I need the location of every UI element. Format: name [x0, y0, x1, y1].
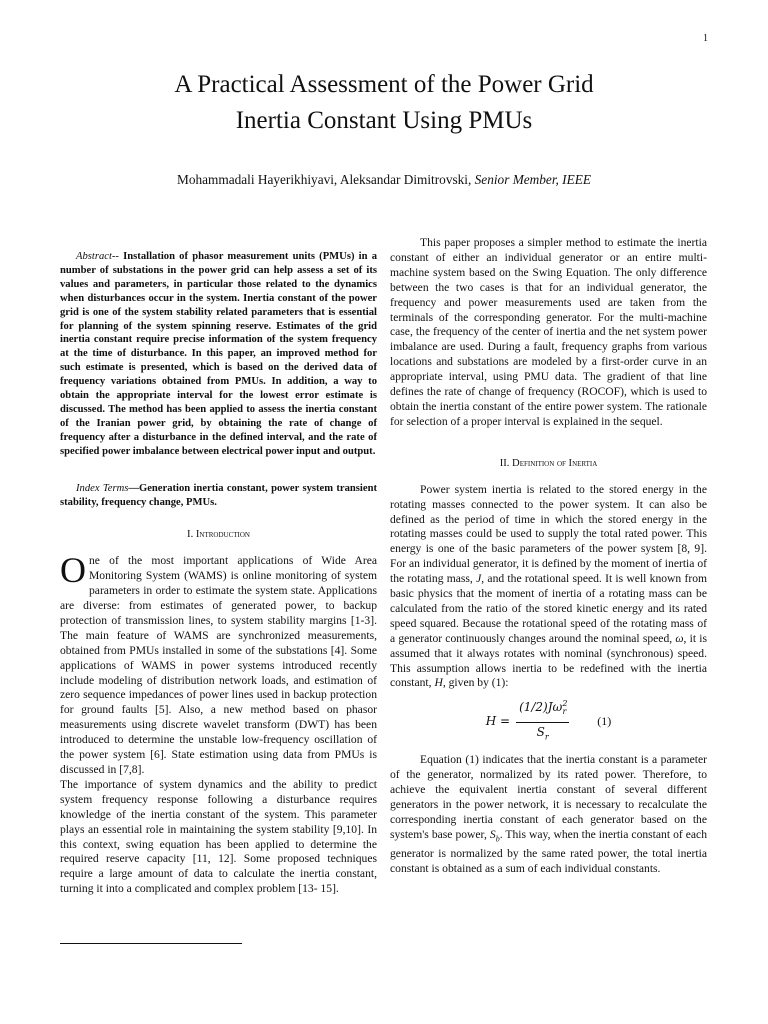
index-terms	[60, 482, 377, 510]
symbol-Sb-sub: b	[495, 834, 500, 844]
symbol-H: H	[434, 676, 443, 690]
equation-lhs: H =	[485, 713, 511, 728]
symbol-Sb-base: S	[489, 827, 496, 841]
index-terms-body: —Generation inertia constant, power system transient stability, frequency change, PMUs.	[60, 482, 377, 508]
equation-numerator	[516, 697, 569, 723]
equation-1	[390, 695, 707, 747]
intro-paragraph-1-text: ne of the most important applications of Wide Area Monitoring System (WAMS) is online monitoring of system parameters in order to estimate the system state. Applications are diverse: from estimates of generated power, to backup protection of transmission lines, to system stability margins [1-3]. The main feature of WAMS are synchronized measurements, obtained from PMUs installed in some of the substations [4]. Some applications of WAMS in power systems introduced recently include modeling of distribution network loads, and estimation of zero sequence impedances of power lines used in backup protection for ground faults [5]. Also, a new method based on phasor measurements using discrete wavelet transform (DWT) has been introduced to determine the unstable low-frequency oscillation of the power system [6]. State estimation using data from PMUs is discussed in [7,8].	[60, 554, 377, 776]
definition-paragraph-1	[390, 483, 707, 692]
symbol-J: J	[476, 572, 482, 586]
definition-text-b: , and the rotational speed. It is well known from basic physics that the moment of inertia of a rotating mass can be calculated from the ratio of the stored kinetic energy and its rated speed squared. Because the rotational speed of the rotating mass of a generator continuously changes around the nominal speed,	[390, 572, 708, 645]
definition2-text-b: . This way, when the inertia constant of each generator is normalized by the same rated power, the total inertia constant is obtained as a sum of each individual constants.	[390, 827, 707, 876]
definition-paragraph-2	[390, 753, 707, 877]
left-column	[60, 236, 377, 897]
title-line-1: A Practical Assessment of the Power Grid	[174, 71, 594, 98]
author-affiliation: Senior Member, IEEE	[474, 172, 591, 187]
definition2-text-a: Equation (1) indicates that the inertia constant is a parameter of the generator, normalized by its rated power. Therefore, to achieve the equivalent inertia constant of several different generators in the power network, it is necessary to recalculate the corresponding inertia constant of each generator based on the system's base power,	[390, 753, 707, 841]
definition-text-c: , it is assumed that it always rotates with nominal (synchronous) speed. This assumption allows inertia to be redefined with the inertia constant,	[390, 631, 708, 690]
paper-title	[60, 67, 708, 139]
footnote-rule	[60, 943, 242, 944]
page-number: 1	[703, 33, 708, 44]
title-line-2: Inertia Constant Using PMUs	[235, 107, 533, 134]
author-names: Mohammadali Hayerikhiyavi, Aleksandar Dimitrovski,	[177, 172, 472, 187]
method-paragraph: This paper proposes a simpler method to estimate the inertia constant of either an individual generator or an entire multi-machine system based on the Swing Equation. The only difference between the two cases is that for an individual generator, the frequency and power measurements used are taken from the terminals of the corresponding generator. For the multi-machine case, the frequency of the center of inertia and the net system power imbalance are used. During a fault, frequency graphs from various locations and substations are modeled by a first-order curve in an appropriate interval, using PMU data. The gradient of that line defines the rate of change of frequency (ROCOF), which is used to obtain the inertia constant of the entire power system. The rationale for selection of a proper interval is explained in the sequel.	[390, 236, 707, 428]
equation-denominator	[537, 723, 549, 745]
definition-text-d: , given by (1):	[442, 676, 509, 690]
intro-paragraph-2: The importance of system dynamics and the ability to predict system frequency response following a disturbance requires knowledge of the inertia constant of the system. This parameter plays an essential role in maintaining the system stability [9,10]. In this context, swing equation has been applied to determine the required reserve capacity [11, 12]. Some proposed techniques require a large amount of data to calculate the inertia constant, turning it into a complicated and complex problem [13- 15].	[60, 777, 377, 896]
author-line	[60, 172, 708, 188]
equation-label: (1)	[597, 713, 612, 728]
numerator-sub: r	[562, 707, 567, 717]
denominator-text: S	[536, 725, 545, 740]
intro-paragraph-1	[60, 550, 377, 778]
drop-cap: O	[60, 550, 86, 591]
index-terms-lead: Index Terms	[76, 482, 129, 494]
abstract	[60, 250, 377, 459]
definition-text-a: Power system inertia is related to the stored energy in the rotating masses connected to the power system. It can also be defined as the period of time in which the stored energy in the rotating masses could be used to supply the total rated power. This energy is one of the basic parameters of the power system [8, 9]. For an individual generator, it is defined by the moment of inertia of the rotating mass,	[390, 482, 707, 586]
section-heading-definition: II. Definition of Inertia	[499, 457, 598, 469]
numerator-text: (1/2)Jω	[519, 700, 563, 715]
section-heading-introduction: I. Introduction	[187, 529, 250, 541]
symbol-Sb	[489, 827, 500, 844]
numerator-sup: 2	[562, 699, 568, 709]
equation-fraction	[516, 697, 569, 746]
abstract-body: Installation of phasor measurement units (PMUs) in a number of substations in the power grid can help assess a set of its values and parameters, in particular those related to the dynamics when disturbances occur in the system. Inertia constant of the power grid is one of the system stability related parameters that is essential for planning of the system spinning reserve. Estimates of the grid inertia constant require precise information of the system frequency at the time of disturbance. In this paper, an improved method for such estimate is presented, which is based on the derived data of frequency variations obtained from PMUs. In addition, a way to obtain the appropriate interval for the lowest error estimate is discussed. The method has been applied to assess the inertia constant of the Iranian power grid, by obtaining the rate of change of frequency after a disturbance in the defined interval, and the rate of specified power imbalance between electrical power input and output.	[60, 251, 377, 457]
symbol-omega: ω	[675, 631, 684, 645]
right-column	[390, 236, 707, 877]
denominator-sub: r	[544, 732, 549, 742]
abstract-lead: Abstract--	[76, 251, 119, 262]
